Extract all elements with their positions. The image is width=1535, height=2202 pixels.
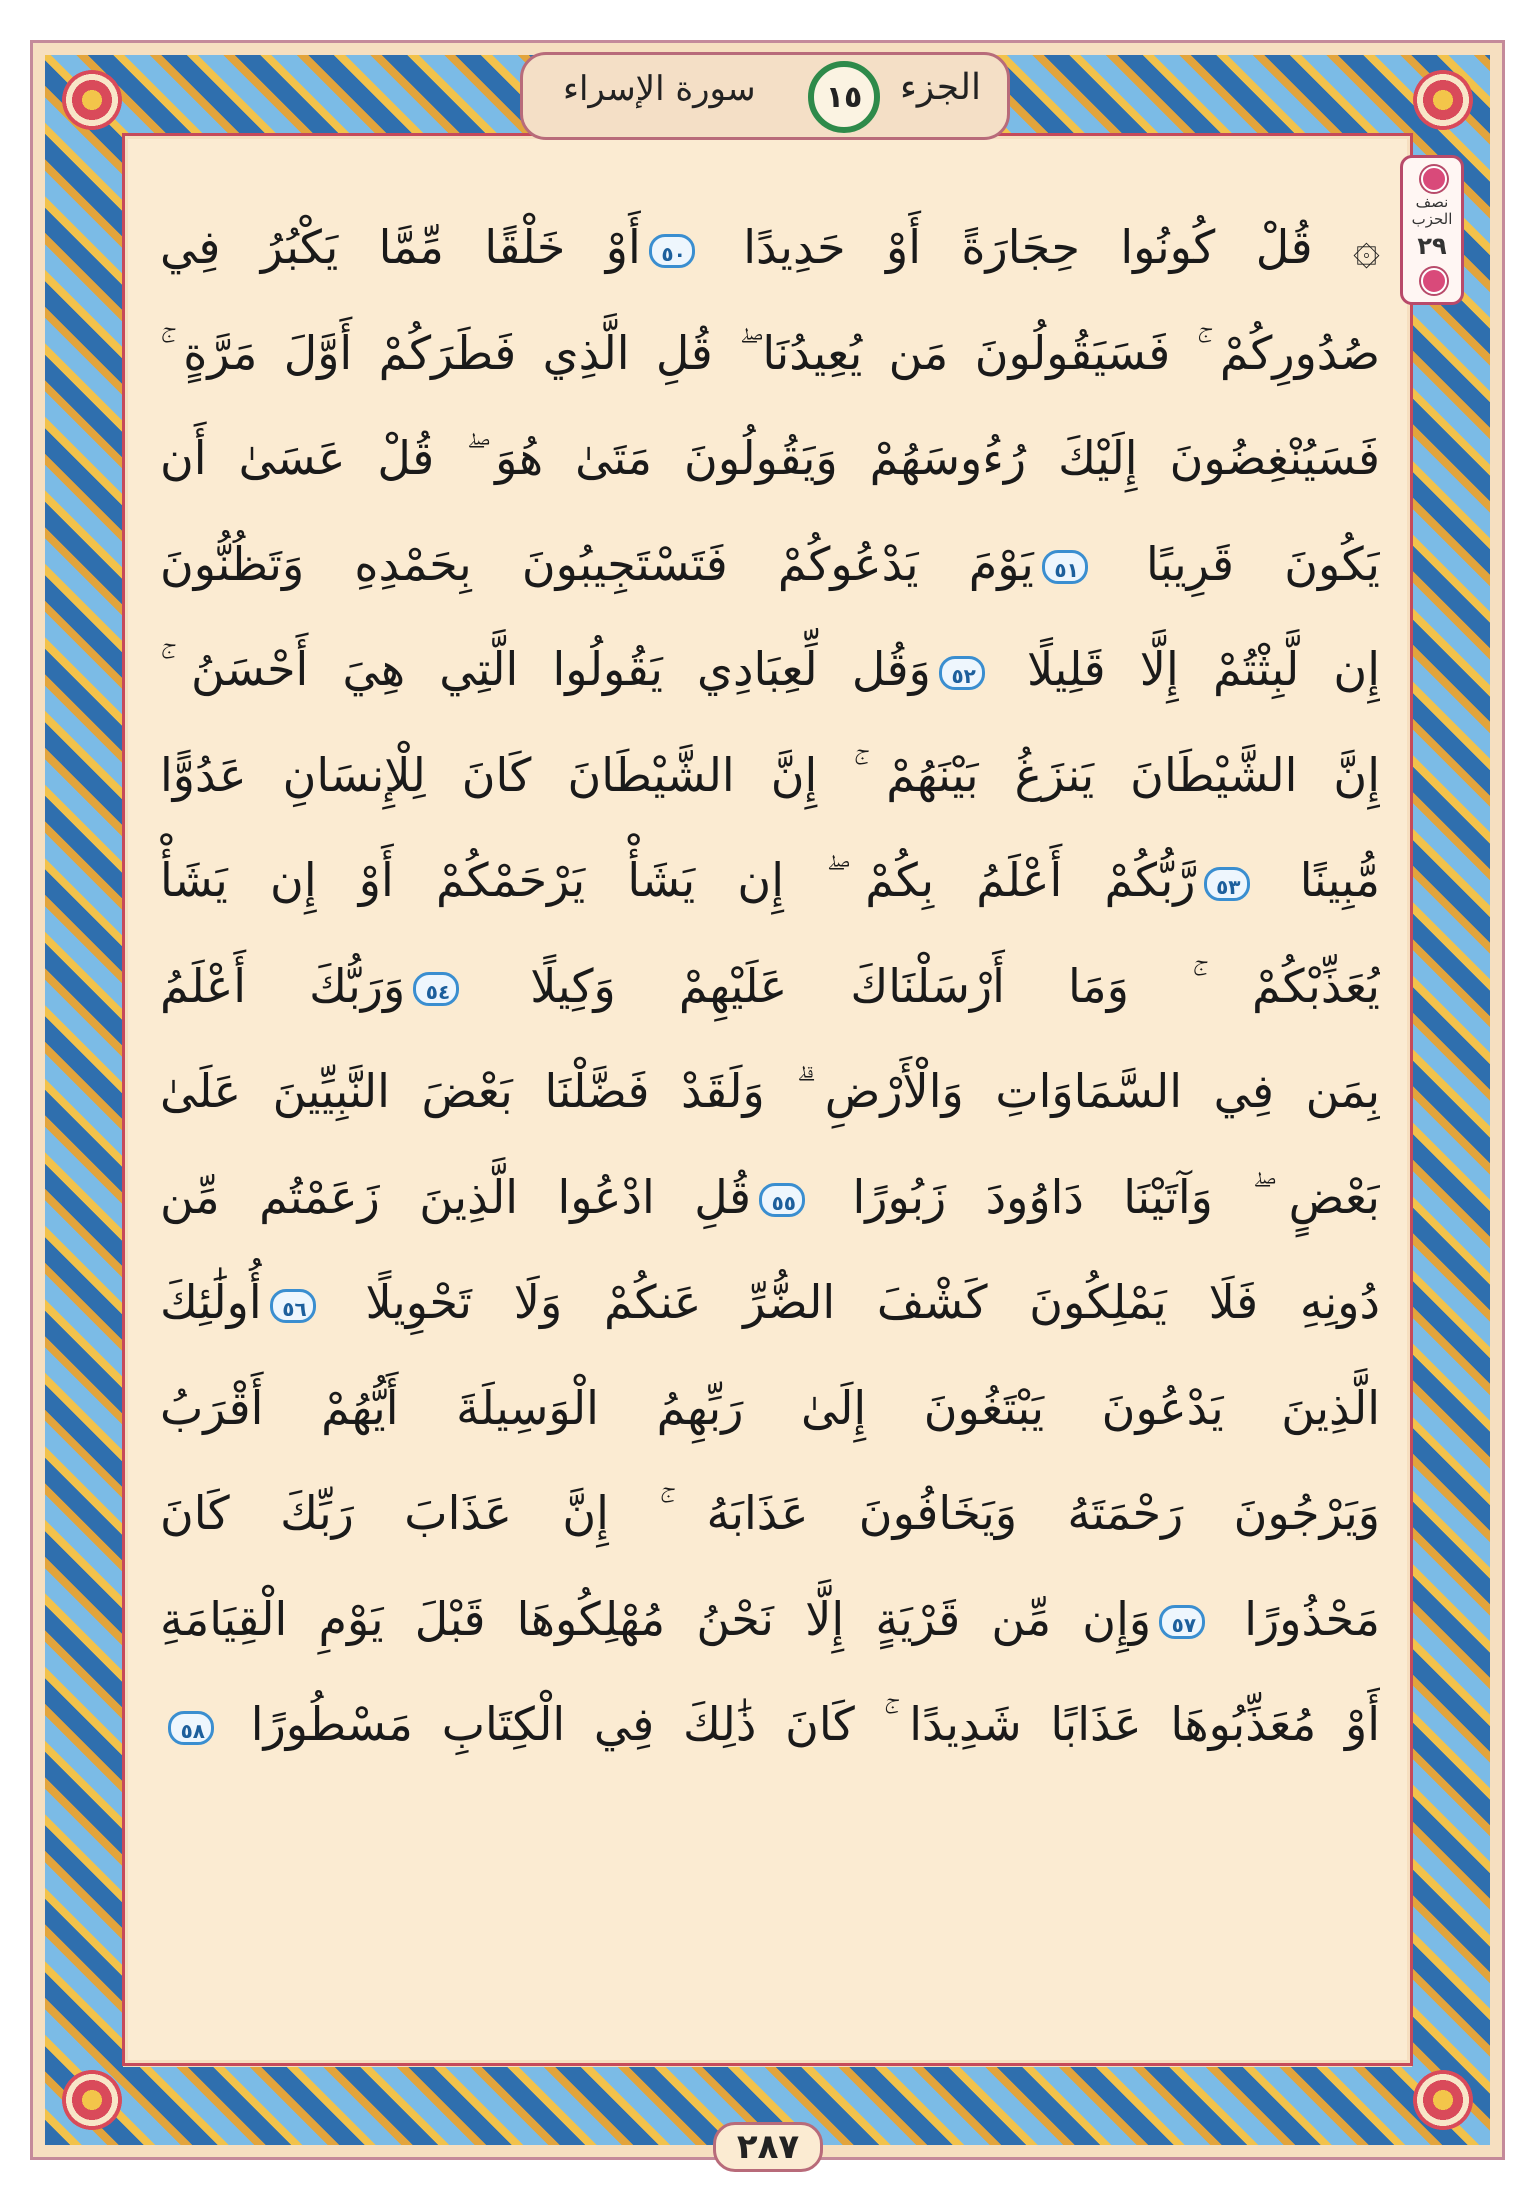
verse-text: إِن لَّبِثْتُمْ إِلَّا قَلِيلًا [992, 642, 1380, 696]
ayah-number-marker: ٥٧ [1159, 1605, 1205, 1639]
verse-line [160, 512, 1380, 618]
verse-line [160, 1039, 1380, 1145]
verse-text: يُعَذِّبْكُمْ ۚ وَمَا أَرْسَلْنَاكَ عَلَيْهِمْ وَكِيلًا [467, 958, 1380, 1013]
verse-line [160, 1567, 1380, 1673]
verse-text: مُّبِينًا [1257, 853, 1380, 907]
verse-text: وَقُل لِّعِبَادِي يَقُولُوا الَّتِي هِيَ أَحْسَنُ ۚ [160, 642, 931, 696]
hizb-label: نصف الحزب [1411, 193, 1453, 228]
ayah-number-marker: ٥٨ [168, 1711, 214, 1745]
ayah-number-marker: ٥٤ [413, 972, 459, 1006]
corner-rosette-icon [1413, 2070, 1473, 2130]
verse-text: صُدُورِكُمْ ۚ فَسَيَقُولُونَ مَن يُعِيدُنَا ۖ قُلِ الَّذِي فَطَرَكُمْ أَوَّلَ مَرَّةٍ ۚ [160, 325, 1380, 380]
corner-rosette-icon [62, 70, 122, 130]
ayah-number-marker: ٥٥ [759, 1183, 805, 1217]
verse-text: وَإِن مِّن قَرْيَةٍ إِلَّا نَحْنُ مُهْلِكُوهَا قَبْلَ يَوْمِ الْقِيَامَةِ [160, 1591, 1152, 1646]
hizb-number: ٢٩ [1417, 232, 1447, 260]
verse-text: ۞ قُلْ كُونُوا حِجَارَةً أَوْ حَدِيدًا [702, 220, 1380, 274]
verse-text: يَكُونَ قَرِيبًا [1095, 536, 1380, 591]
verse-text: أَوْ مُعَذِّبُوهَا عَذَابًا شَدِيدًا ۚ كَانَ ذَٰلِكَ فِي الْكِتَابِ مَسْطُورًا [222, 1697, 1380, 1751]
verse-text: مَحْذُورًا [1213, 1591, 1380, 1646]
verse-line [160, 1356, 1380, 1462]
verse-text: قُلِ ادْعُوا الَّذِينَ زَعَمْتُم مِّن [160, 1169, 752, 1224]
verse-text: فَسَيُنْغِضُونَ إِلَيْكَ رُءُوسَهُمْ وَيَقُولُونَ مَتَىٰ هُوَ ۖ قُلْ عَسَىٰ أَن [160, 431, 1380, 485]
verse-text: يَوْمَ يَدْعُوكُمْ فَتَسْتَجِيبُونَ بِحَمْدِهِ وَتَظُنُّونَ [160, 536, 1034, 591]
surah-name: سورة الإسراء [563, 69, 756, 109]
ayah-number-marker: ٥٠ [649, 234, 695, 268]
verse-line [160, 1145, 1380, 1251]
verse-text: إِنَّ الشَّيْطَانَ يَنزَغُ بَيْنَهُمْ ۚ إِنَّ الشَّيْطَانَ كَانَ لِلْإِنسَانِ عَدُوًّا [160, 747, 1380, 802]
verse-line [160, 617, 1380, 723]
juz-number-medallion: ١٥ [808, 61, 880, 133]
verse-text: رَّبُّكُمْ أَعْلَمُ بِكُمْ ۖ إِن يَشَأْ يَرْحَمْكُمْ أَوْ إِن يَشَأْ [160, 853, 1196, 907]
verse-line [160, 195, 1380, 301]
verse-line [160, 1250, 1380, 1356]
verse-line [160, 301, 1380, 407]
hizb-ornament-icon [1421, 166, 1447, 192]
verse-text: الَّذِينَ يَدْعُونَ يَبْتَغُونَ إِلَىٰ رَبِّهِمُ الْوَسِيلَةَ أَيُّهُمْ أَقْرَبُ [160, 1380, 1380, 1435]
corner-rosette-icon [1413, 70, 1473, 130]
verse-line [160, 828, 1380, 934]
verse-line [160, 723, 1380, 829]
verse-text: بَعْضٍ ۖ وَآتَيْنَا دَاوُودَ زَبُورًا [813, 1169, 1380, 1224]
ayah-number-marker: ٥٣ [1204, 867, 1250, 901]
corner-rosette-icon [62, 2070, 122, 2130]
hizb-marker [1400, 155, 1464, 305]
ayah-number-marker: ٥٦ [270, 1289, 316, 1323]
verse-text: وَيَرْجُونَ رَحْمَتَهُ وَيَخَافُونَ عَذَابَهُ ۚ إِنَّ عَذَابَ رَبِّكَ كَانَ [160, 1486, 1380, 1540]
hizb-ornament-icon [1421, 268, 1447, 294]
verse-text: دُونِهِ فَلَا يَمْلِكُونَ كَشْفَ الضُّرِّ عَنكُمْ وَلَا تَحْوِيلًا [323, 1275, 1380, 1329]
verse-text: وَرَبُّكَ أَعْلَمُ [160, 958, 406, 1013]
header-cartouche [520, 52, 1010, 140]
verse-text-block [160, 195, 1380, 1778]
verse-line [160, 1672, 1380, 1778]
verse-line [160, 406, 1380, 512]
verse-line [160, 934, 1380, 1040]
verse-text: بِمَن فِي السَّمَاوَاتِ وَالْأَرْضِ ۗ وَلَقَدْ فَضَّلْنَا بَعْضَ النَّبِيِّينَ عَلَىٰ [160, 1064, 1380, 1118]
verse-text: أَوْ خَلْقًا مِّمَّا يَكْبُرُ فِي [160, 220, 641, 274]
page-number: ٢٨٧ [713, 2122, 823, 2172]
verse-text: أُولَٰئِكَ [160, 1275, 262, 1329]
ayah-number-marker: ٥٢ [939, 656, 985, 690]
juz-label: الجزء [900, 67, 981, 108]
verse-line [160, 1461, 1380, 1567]
ayah-number-marker: ٥١ [1042, 550, 1088, 584]
